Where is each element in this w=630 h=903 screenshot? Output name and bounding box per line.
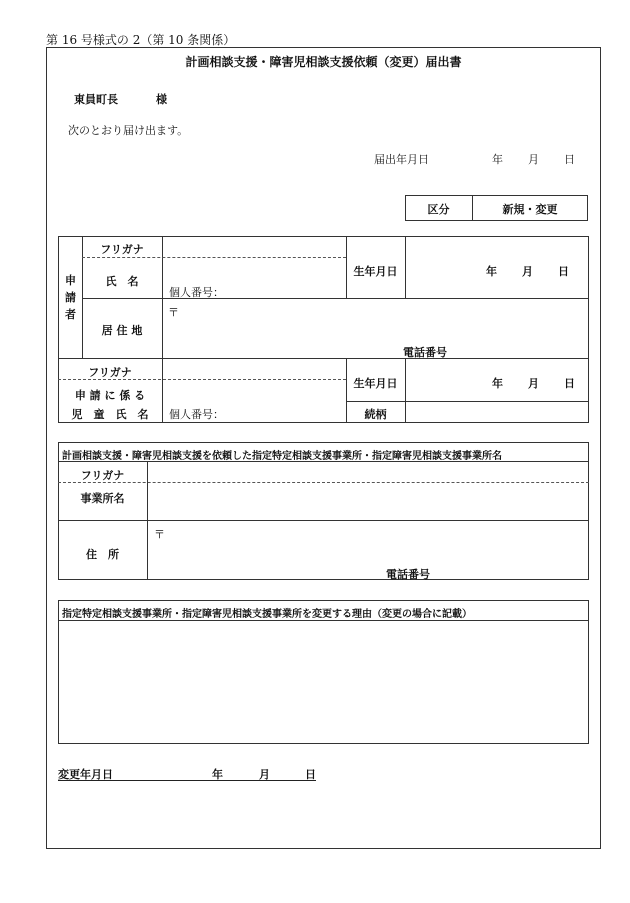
form-title: 計画相談支援・障害児相談支援依頼（変更）届出書 (185, 55, 462, 69)
applicant-birth-year[interactable]: 年 (486, 265, 497, 278)
applicant-birth-day[interactable]: 日 (558, 265, 569, 278)
office-address-label: 住 所 (86, 548, 119, 561)
change-date-label: 変更年月日 (58, 768, 113, 781)
office-name-label: 事業所名 (80, 492, 125, 505)
child-label-line2: 児 童 氏 名 (71, 408, 149, 421)
submission-date-label: 届出年月日 (374, 153, 429, 166)
reason-text-area[interactable] (60, 622, 587, 742)
office-postal-mark[interactable]: 〒 (154, 528, 165, 541)
applicant-char-2: 請 (65, 291, 76, 304)
intro-text: 次のとおり届け出ます。 (68, 124, 189, 137)
submission-month[interactable]: 月 (528, 153, 539, 166)
addressee-honorific: 様 (156, 93, 167, 106)
category-label: 区分 (427, 203, 450, 216)
applicant-phone-label[interactable]: 電話番号 (403, 346, 447, 359)
applicant-postal-mark[interactable]: 〒 (168, 306, 179, 319)
applicant-individual-number[interactable]: 個人番号： (169, 286, 224, 299)
applicant-address-label: 居 住 地 (101, 324, 143, 337)
applicant-birthdate-label: 生年月日 (353, 265, 398, 278)
child-birth-day[interactable]: 日 (564, 377, 575, 390)
child-individual-number[interactable]: 個人番号： (169, 408, 224, 421)
child-relation-label: 続柄 (364, 408, 387, 421)
child-label-line1: 申 請 に 係 る (74, 389, 146, 402)
applicant-name-label: 氏 名 (105, 275, 139, 288)
applicant-birth-month[interactable]: 月 (522, 265, 533, 278)
submission-year[interactable]: 年 (492, 153, 503, 166)
applicant-furigana-label: フリガナ (100, 243, 144, 256)
child-birthdate-label: 生年月日 (353, 377, 398, 390)
addressee-town: 東員町長 (74, 93, 118, 106)
change-day[interactable]: 日 (305, 768, 316, 781)
child-birth-month[interactable]: 月 (528, 377, 539, 390)
office-furigana-label: フリガナ (80, 469, 125, 482)
applicant-char-3: 者 (65, 308, 76, 321)
category-value[interactable]: 新規・変更 (502, 203, 558, 216)
office-phone-label[interactable]: 電話番号 (386, 568, 430, 581)
child-birth-year[interactable]: 年 (492, 377, 503, 390)
form-number: 第 16 号様式の 2（第 10 条関係） (46, 33, 236, 47)
submission-day[interactable]: 日 (564, 153, 575, 166)
applicant-char-1: 申 (65, 274, 76, 287)
change-month[interactable]: 月 (259, 768, 270, 781)
reason-header: 指定特定相談支援事業所・指定障害児相談支援事業所を変更する理由（変更の場合に記載） (62, 609, 472, 620)
change-year[interactable]: 年 (212, 768, 223, 781)
office-header: 計画相談支援・障害児相談支援を依頼した指定特定相談支援事業所・指定障害児相談支援事業所名 (62, 451, 502, 462)
child-furigana-label: フリガナ (88, 366, 132, 379)
